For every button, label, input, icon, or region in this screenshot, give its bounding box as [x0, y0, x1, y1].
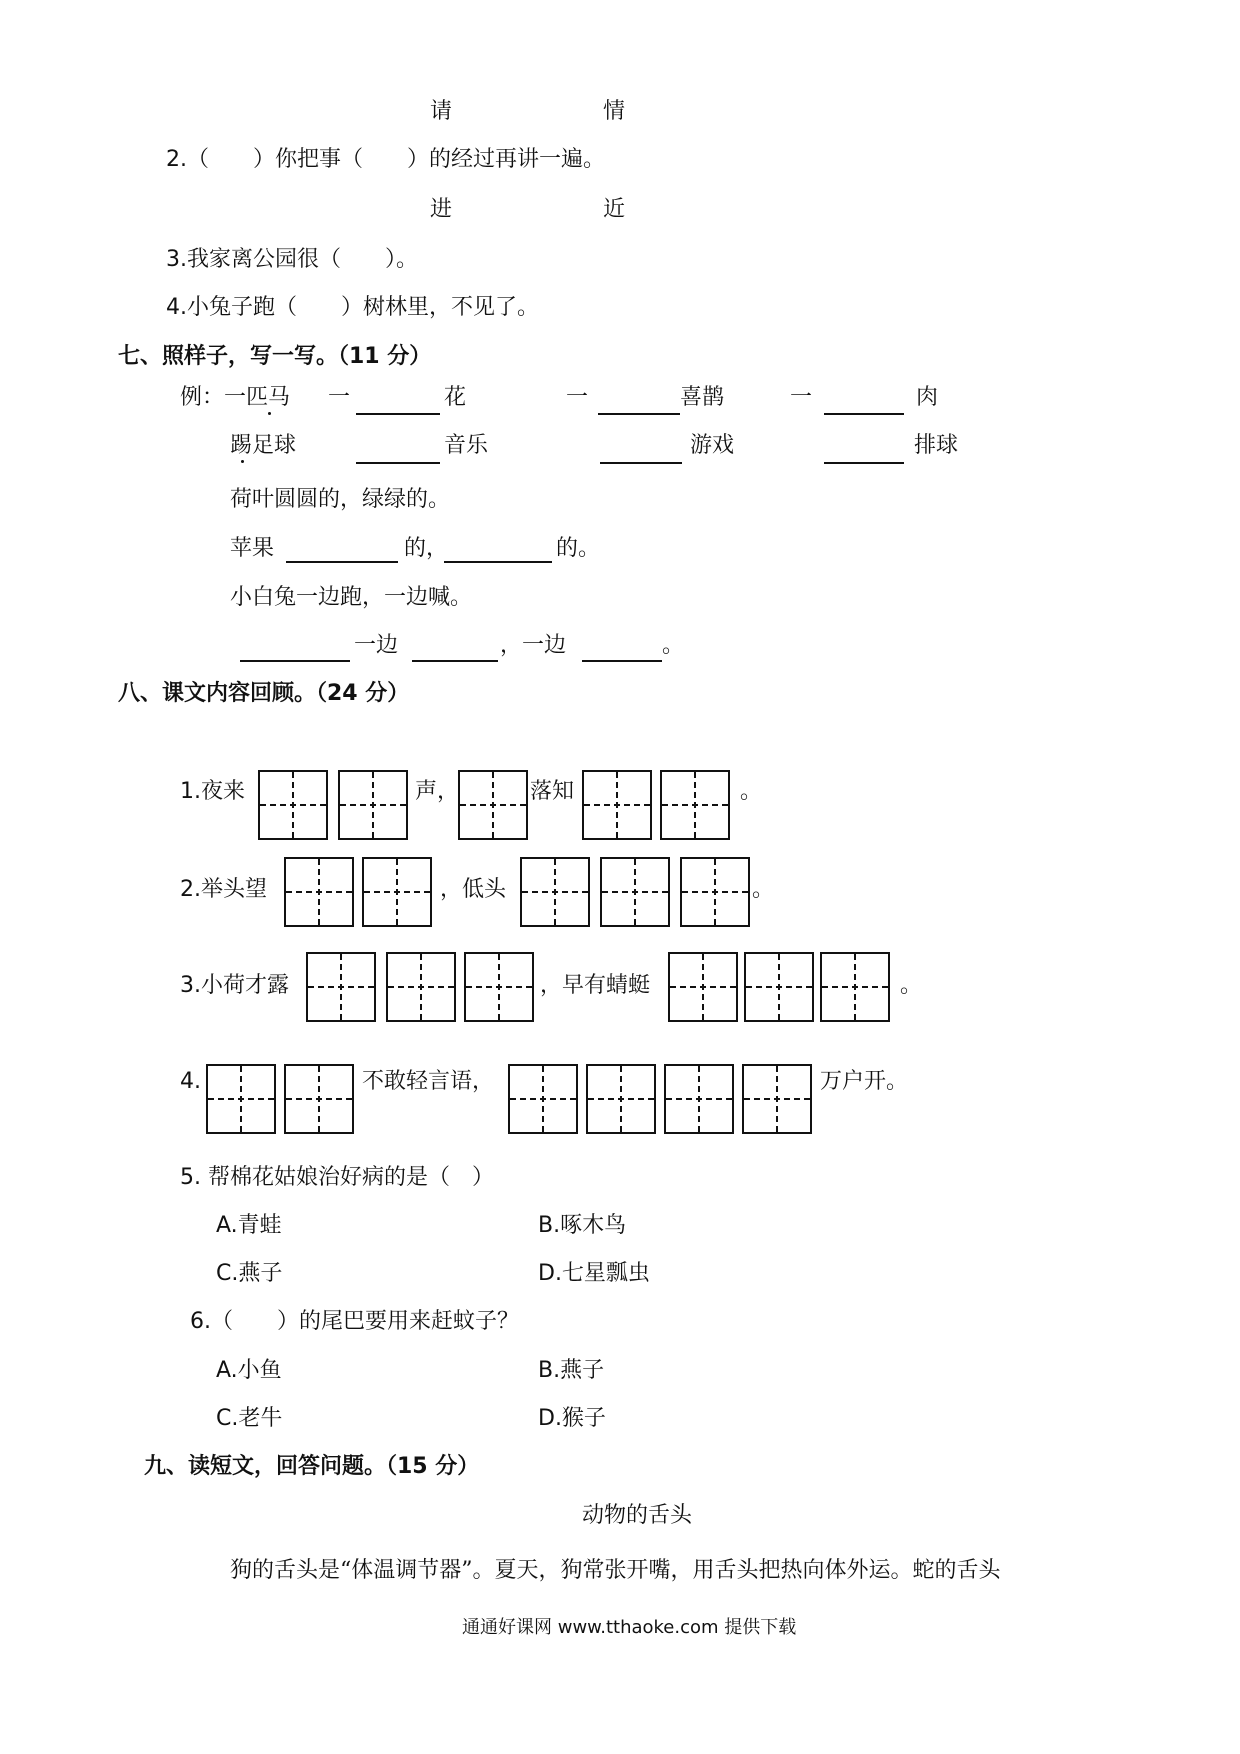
writing-grid-box[interactable] [306, 952, 376, 1022]
noun-meat: 肉 [916, 385, 939, 410]
section8-heading: 八、课文内容回顾。（24 分） [118, 681, 410, 706]
verb-phrase-example: 踢足球 [230, 433, 297, 458]
writing-grid-box[interactable] [284, 1064, 354, 1134]
poem-q2-mid: ，低头 [440, 877, 507, 902]
poem-q1-end: 。 [740, 779, 763, 804]
writing-grid-box[interactable] [668, 952, 738, 1022]
poem-q4-mid: 不敢轻言语， [362, 1069, 495, 1094]
sentence1-end: 的。 [556, 536, 601, 561]
option-a[interactable]: A.青蛙 [216, 1213, 282, 1238]
sentence2-end: 。 [662, 633, 685, 658]
sentence2-part2: ，一边 [500, 633, 567, 658]
sentence2-part1: 一边 [354, 633, 399, 658]
option-d[interactable]: D.七星瓢虫 [538, 1261, 650, 1286]
writing-grid-box[interactable] [338, 770, 408, 840]
writing-grid-box[interactable] [284, 857, 354, 927]
measure-word-1: 一 [328, 385, 351, 410]
blank-rabbit-1[interactable] [240, 660, 350, 662]
poem-q2-start: 2.举头望 [180, 877, 267, 902]
poem-q4-start: 4. [180, 1069, 201, 1094]
option-b[interactable]: B.啄木鸟 [538, 1213, 627, 1238]
writing-grid-box[interactable] [664, 1064, 734, 1134]
noun-magpie: 喜鹊 [680, 385, 725, 410]
option-c[interactable]: C.燕子 [216, 1261, 283, 1286]
emphasis-dot [268, 412, 271, 415]
passage-paragraph: 狗的舌头是“体温调节器”。夏天，狗常张开嘴，用舌头把热向体外运。蛇的舌头 [230, 1558, 1001, 1583]
option-qing-1: 请 [430, 99, 453, 124]
blank-music[interactable] [356, 462, 440, 464]
writing-grid-box[interactable] [458, 770, 528, 840]
option-jin-1: 进 [430, 197, 453, 222]
noun-volleyball: 排球 [914, 433, 959, 458]
poem-q3-end: 。 [900, 973, 923, 998]
writing-grid-box[interactable] [600, 857, 670, 927]
question-8-6: 6.（ ）的尾巴要用来赶蚊子？ [190, 1309, 519, 1334]
measure-word-3: 一 [790, 385, 813, 410]
noun-game: 游戏 [690, 433, 735, 458]
example-label: 例：一匹马 [180, 385, 291, 410]
sentence1-part2: 的， [404, 536, 449, 561]
noun-flower: 花 [444, 385, 467, 410]
writing-grid-box[interactable] [820, 952, 890, 1022]
blank-rabbit-2[interactable] [412, 660, 498, 662]
question-6-3: 3.我家离公园很（ ）。 [166, 247, 418, 272]
blank-meat[interactable] [824, 413, 904, 415]
question-6-4: 4.小兔子跑（ ）树林里，不见了。 [166, 295, 539, 320]
writing-grid-box[interactable] [582, 770, 652, 840]
sentence1-subject: 苹果 [230, 536, 275, 561]
example-sentence-1: 荷叶圆圆的，绿绿的。 [230, 487, 451, 512]
option-d[interactable]: D.猴子 [538, 1406, 606, 1431]
blank-flower[interactable] [356, 413, 440, 415]
blank-rabbit-3[interactable] [582, 660, 662, 662]
blank-game[interactable] [600, 462, 682, 464]
writing-grid-box[interactable] [386, 952, 456, 1022]
section7-heading: 七、照样子，写一写。（11 分） [118, 344, 432, 369]
writing-grid-box[interactable] [206, 1064, 276, 1134]
writing-grid-box[interactable] [680, 857, 750, 927]
option-b[interactable]: B.燕子 [538, 1358, 605, 1383]
option-c[interactable]: C.老牛 [216, 1406, 283, 1431]
writing-grid-box[interactable] [744, 952, 814, 1022]
question-8-5: 5. 帮棉花姑娘治好病的是（ ） [180, 1165, 494, 1190]
poem-q3-mid: ，早有蜻蜓 [540, 973, 651, 998]
writing-grid-box[interactable] [464, 952, 534, 1022]
writing-grid-box[interactable] [258, 770, 328, 840]
question-6-2: 2.（ ）你把事（ ）的经过再讲一遍。 [166, 147, 605, 172]
writing-grid-box[interactable] [586, 1064, 656, 1134]
option-qing-2: 情 [603, 99, 626, 124]
poem-q4-end: 万户开。 [820, 1069, 909, 1094]
passage-title: 动物的舌头 [582, 1503, 693, 1528]
writing-grid-box[interactable] [508, 1064, 578, 1134]
writing-grid-box[interactable] [742, 1064, 812, 1134]
noun-music: 音乐 [444, 433, 489, 458]
writing-grid-box[interactable] [660, 770, 730, 840]
writing-grid-box[interactable] [362, 857, 432, 927]
poem-q1-mid1: 声， [415, 779, 460, 804]
section9-heading: 九、读短文，回答问题。（15 分） [144, 1454, 480, 1479]
measure-word-2: 一 [566, 385, 589, 410]
blank-apple-1[interactable] [286, 561, 398, 563]
emphasis-dot [241, 460, 244, 463]
blank-volleyball[interactable] [824, 462, 904, 464]
option-jin-2: 近 [603, 197, 626, 222]
poem-q1-start: 1.夜来 [180, 779, 245, 804]
example-sentence-2: 小白兔一边跑，一边喊。 [230, 585, 473, 610]
poem-q3-start: 3.小荷才露 [180, 973, 289, 998]
page-footer: 通通好课网 www.tthaoke.com 提供下载 [462, 1617, 797, 1638]
option-a[interactable]: A.小鱼 [216, 1358, 282, 1383]
writing-grid-box[interactable] [520, 857, 590, 927]
poem-q2-end: 。 [752, 877, 775, 902]
blank-magpie[interactable] [598, 413, 680, 415]
blank-apple-2[interactable] [444, 561, 552, 563]
poem-q1-mid2: 落知 [530, 779, 575, 804]
